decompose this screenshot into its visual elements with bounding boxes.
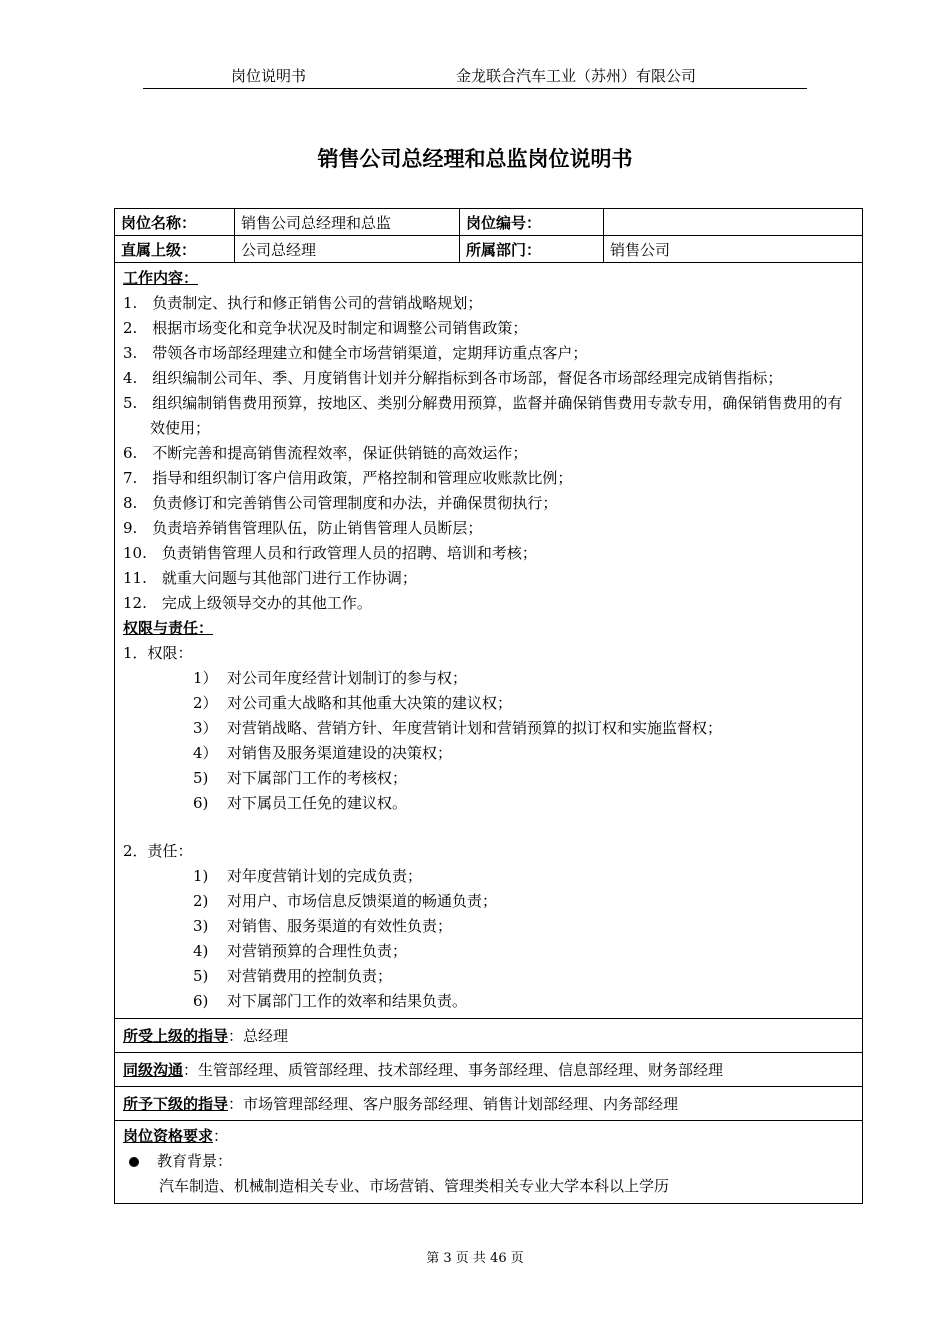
rights-item-num: 1） [193,669,218,687]
education-label: 教育背景： [157,1152,233,1170]
info-row-2 [115,236,863,263]
rights-item-text: 对公司年度经营计划制订的参与权； [227,669,468,687]
rights-list [123,666,856,816]
guidance-received-cell [115,1019,863,1053]
duties-item-num: 1) [193,867,209,885]
rights-item [123,791,856,816]
duties-item-text: 对营销预算的合理性负责； [227,942,408,960]
duties-item-text: 对销售、服务渠道的有效性负责； [227,917,453,935]
rights-item-num: 3） [193,719,218,737]
guidance-given-row [115,1087,863,1121]
duties-list [123,864,856,1014]
work-item: 10. 负责销售管理人员和行政管理人员的招聘、培训和考核； [123,544,537,562]
duties-item-text: 对营销费用的控制负责； [227,967,393,985]
department-label: 所属部门： [460,236,604,263]
guidance-given-cell [115,1087,863,1121]
rights-item-text: 对下属员工任免的建议权。 [227,794,408,812]
guidance-given-value: ：市场管理部经理、客户服务部经理、销售计划部经理、内务部经理 [228,1095,679,1113]
duties-title: 2．责任： [123,842,193,860]
duties-item-text: 对用户、市场信息反馈渠道的畅通负责； [227,892,498,910]
position-name-label: 岗位名称： [115,209,235,236]
rights-item-num: 5) [193,769,209,787]
header-company: 金龙联合汽车工业（苏州）有限公司 [456,67,697,85]
rights-item-num: 6) [193,794,209,812]
superior-label: 直属上级： [115,236,235,263]
authority-heading: 权限与责任： [123,619,214,637]
work-item: 11. 就重大问题与其他部门进行工作协调； [123,569,417,587]
duties-item-text: 对下属部门工作的效率和结果负责。 [227,992,468,1010]
duties-item-num: 5) [193,967,209,985]
info-row-1 [115,209,863,236]
qualification-cell [115,1121,863,1204]
position-code-value [604,209,863,236]
work-item: 4. 组织编制公司年、季、月度销售计划并分解指标到各市场部，督促各市场部经理完成销售指标； [123,369,783,387]
work-item: 1. 负责制定、执行和修正销售公司的营销战略规划； [123,294,483,312]
header-left: 岗位说明书 [231,67,307,85]
work-item: 8. 负责修订和完善销售公司管理制度和办法，并确保贯彻执行； [123,494,558,512]
duties-item [123,864,856,889]
rights-title: 1．权限： [123,644,193,662]
rights-item-num: 2） [193,694,218,712]
rights-item-text: 对下属部门工作的考核权； [227,769,408,787]
education-bullet-line [123,1149,856,1174]
rights-item [123,766,856,791]
duties-item [123,964,856,989]
education-value: 汽车制造、机械制造相关专业、市场营销、管理类相关专业大学本科以上学历 [159,1177,670,1195]
main-content-cell [115,263,863,1019]
work-item: 9. 负责培养销售管理队伍，防止销售管理人员断层； [123,519,483,537]
rights-item-text: 对销售及服务渠道建设的决策权； [227,744,453,762]
peer-communication-cell [115,1053,863,1087]
department-value: 销售公司 [604,236,863,263]
work-item: 6. 不断完善和提高销售流程效率，保证供销链的高效运作； [123,444,528,462]
qualification-colon: ： [213,1127,229,1145]
position-code-label: 岗位编号： [460,209,604,236]
duties-item [123,889,856,914]
duties-item [123,989,856,1014]
peer-communication-label: 同级沟通 [123,1061,184,1079]
main-content-row [115,263,863,1019]
position-name-value: 销售公司总经理和总监 [235,209,460,236]
document-title: 销售公司总经理和总监岗位说明书 [317,147,633,171]
rights-item [123,666,856,691]
qualification-heading: 岗位资格要求 [123,1127,214,1145]
rights-item [123,691,856,716]
job-description-table [114,208,863,1204]
rights-item-text: 对营销战略、营销方针、年度营销计划和营销预算的拟订权和实施监督权； [227,719,723,737]
page-header [143,62,807,89]
guidance-received-row [115,1019,863,1053]
rights-item-text: 对公司重大战略和其他重大决策的建议权； [227,694,513,712]
peer-communication-value: ：生管部经理、质管部经理、技术部经理、事务部经理、信息部经理、财务部经理 [183,1061,724,1079]
duties-item-num: 3) [193,917,209,935]
duties-item-text: 对年度营销计划的完成负责； [227,867,423,885]
qualification-row [115,1121,863,1204]
work-item: 7. 指导和组织制订客户信用政策，严格控制和管理应收账款比例； [123,469,573,487]
guidance-received-label: 所受上级的指导 [123,1027,229,1045]
guidance-received-value: ：总经理 [228,1027,289,1045]
duties-item-num: 2) [193,892,209,910]
duties-item-num: 4) [193,942,209,960]
guidance-given-label: 所予下级的指导 [123,1095,229,1113]
work-item: 3. 带领各市场部经理建立和健全市场营销渠道，定期拜访重点客户； [123,344,588,362]
work-list [123,291,856,616]
work-item: 5. 组织编制销售费用预算，按地区、类别分解费用预算，监督并确保销售费用专款专用，确保销售费用的有效使用； [123,394,843,437]
work-item: 12. 完成上级领导交办的其他工作。 [123,594,372,612]
bullet-icon [129,1157,139,1167]
rights-item [123,741,856,766]
duties-item [123,914,856,939]
duties-item [123,939,856,964]
work-heading: 工作内容： [123,269,199,287]
page-footer: 第 3 页 共 46 页 [426,1251,524,1266]
work-item: 2. 根据市场变化和竞争状况及时制定和调整公司销售政策； [123,319,528,337]
peer-communication-row [115,1053,863,1087]
rights-item-num: 4） [193,744,218,762]
superior-value: 公司总经理 [235,236,460,263]
rights-item [123,716,856,741]
duties-item-num: 6) [193,992,209,1010]
